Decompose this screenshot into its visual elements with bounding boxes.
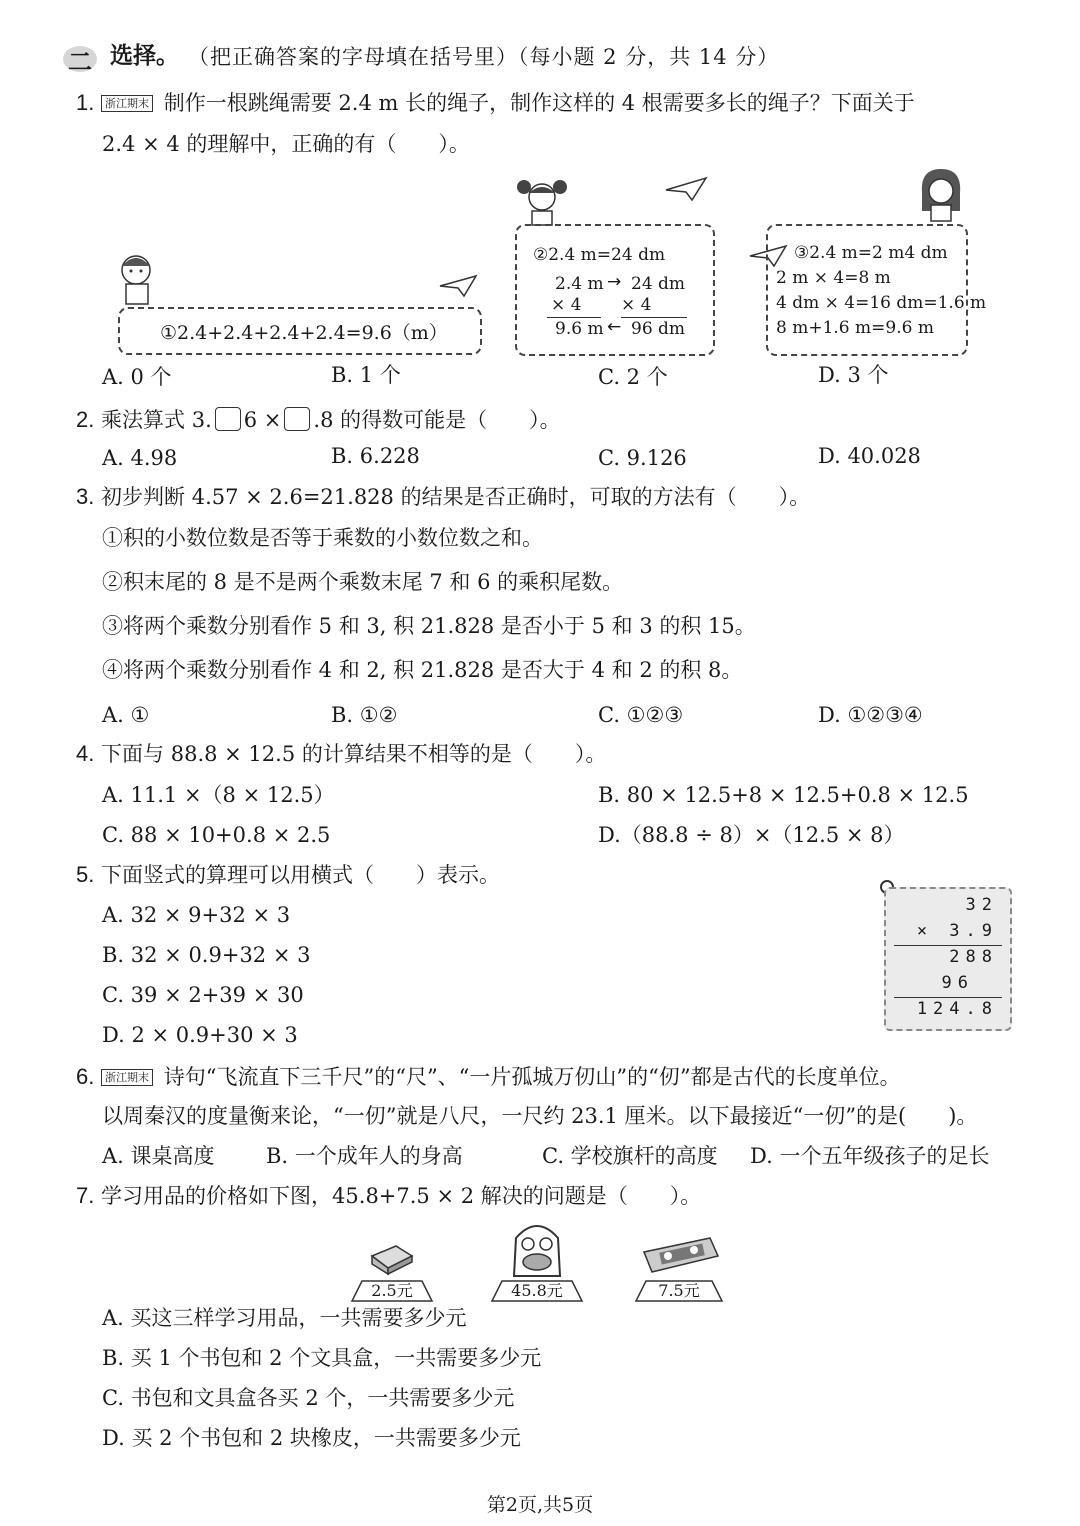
q7-option-a[interactable]: A. 买这三样学习用品，一共需要多少元 xyxy=(102,1306,467,1330)
q1-card3-line3: 4 dm × 4=16 dm=1.6 m xyxy=(776,293,987,313)
girl-long-hair-icon xyxy=(914,165,968,225)
q7-option-c[interactable]: C. 书包和文具盒各买 2 个，一共需要多少元 xyxy=(102,1386,515,1410)
paper-plane-icon xyxy=(438,274,478,298)
pencil-case-icon xyxy=(640,1234,722,1276)
q3-option-d[interactable]: D. ①②③④ xyxy=(818,703,923,727)
q1-card2-l4a: 9.6 m xyxy=(555,319,604,339)
q2-option-c[interactable]: C. 9.126 xyxy=(598,446,687,470)
eraser-icon xyxy=(366,1242,416,1276)
blank-box[interactable] xyxy=(284,407,310,431)
q2-text-a: 乘法算式 3. xyxy=(101,408,212,432)
q6-text-line1 xyxy=(76,1063,901,1091)
blank-box[interactable] xyxy=(215,407,241,431)
q2-option-b[interactable]: B. 6.228 xyxy=(331,444,420,468)
q1-card2-l2b: 24 dm xyxy=(631,274,686,294)
divider xyxy=(894,997,1002,998)
section-instruction: （把正确答案的字母填在括号里）（每小题 2 分，共 14 分） xyxy=(188,45,780,69)
q1-card2-l3a: × 4 xyxy=(551,295,582,315)
q1-card1-text: ①2.4+2.4+2.4+2.4=9.6（m） xyxy=(160,322,448,344)
q4-option-a[interactable]: A. 11.1 ×（8 × 12.5） xyxy=(102,783,335,807)
q2-option-a[interactable]: A. 4.98 xyxy=(102,446,178,470)
q1-card-1 xyxy=(118,307,482,355)
q2-text-b: 6 × xyxy=(243,408,282,432)
q3-option-b[interactable]: B. ①② xyxy=(331,703,398,727)
q4-option-c[interactable]: C. 88 × 10+0.8 × 2.5 xyxy=(102,823,331,847)
q1-card2-l2a: 2.4 m xyxy=(555,274,604,294)
left-arrow-icon: ← xyxy=(607,317,622,337)
right-arrow-icon: → xyxy=(607,272,622,292)
q7-question: 学习用品的价格如下图，45.8+7.5 × 2 解决的问题是（ ）。 xyxy=(101,1184,702,1208)
q1-option-d[interactable]: D. 3 个 xyxy=(818,363,889,387)
q1-card2-line1: ②2.4 m=24 dm xyxy=(533,245,666,265)
q6-number: 6. xyxy=(76,1064,95,1089)
q3-item-3: ③将两个乘数分别看作 5 和 3, 积 21.828 是否小于 5 和 3 的积 15。 xyxy=(102,614,756,638)
q6-option-c[interactable]: C. 学校旗杆的高度 xyxy=(542,1144,718,1168)
q4-number: 4. xyxy=(76,741,95,766)
vertical-row-3: 288 xyxy=(949,947,998,967)
q1-text-line1 xyxy=(76,89,915,117)
q7-number: 7. xyxy=(76,1183,95,1208)
q1-option-a[interactable]: A. 0 个 xyxy=(102,365,172,389)
q1-option-b[interactable]: B. 1 个 xyxy=(331,363,401,387)
q6-tag: 浙江期末 xyxy=(101,1069,153,1086)
girl-icon xyxy=(512,175,572,227)
vertical-multiplication xyxy=(884,887,1012,1031)
q3-option-c[interactable]: C. ①②③ xyxy=(598,703,684,727)
boy-icon xyxy=(112,248,172,308)
q2-option-d[interactable]: D. 40.028 xyxy=(818,444,921,468)
q1-number: 1. xyxy=(76,90,95,115)
q4-question: 下面与 88.8 × 12.5 的计算结果不相等的是（ ）。 xyxy=(101,742,607,766)
vertical-row-2: × 3.9 xyxy=(916,921,998,941)
q1-card-3 xyxy=(766,224,987,356)
price-eraser: 2.5元 xyxy=(371,1281,413,1300)
q5-option-d[interactable]: D. 2 × 0.9+30 × 3 xyxy=(102,1023,298,1047)
vertical-row-1: 32 xyxy=(965,895,998,915)
price-tag-backpack xyxy=(490,1275,584,1303)
q3-item-2: ②积末尾的 8 是不是两个乘数末尾 7 和 6 的乘积尾数。 xyxy=(102,570,624,594)
q6-option-a[interactable]: A. 课桌高度 xyxy=(102,1144,215,1168)
q6-option-d[interactable]: D. 一个五年级孩子的足长 xyxy=(750,1144,990,1168)
divider xyxy=(894,945,1002,946)
section-title: 选择。 xyxy=(110,42,179,69)
q1-card3-line4: 8 m+1.6 m=9.6 m xyxy=(776,318,934,338)
q5-option-a[interactable]: A. 32 × 9+32 × 3 xyxy=(102,903,291,927)
q1-line1: 制作一根跳绳需要 2.4 m 长的绳子，制作这样的 4 根需要多长的绳子？下面关于 xyxy=(163,91,915,115)
page-footer: 第2页,共5页 xyxy=(486,1494,594,1516)
q2-text xyxy=(76,406,561,434)
q6-line1: 诗句“飞流直下三千尺”的“尺”、“一片孤城万仞山”的“仞”都是古代的长度单位。 xyxy=(163,1065,901,1089)
price-pencil-case: 7.5元 xyxy=(658,1281,700,1300)
q3-text xyxy=(76,483,810,511)
q2-number: 2. xyxy=(76,407,95,432)
q6-option-b[interactable]: B. 一个成年人的身高 xyxy=(266,1144,463,1168)
q5-question: 下面竖式的算理可以用横式（ ）表示。 xyxy=(101,863,501,887)
q3-item-1: ①积的小数位数是否等于乘数的小数位数之和。 xyxy=(102,526,543,550)
q3-option-a[interactable]: A. ① xyxy=(102,703,150,727)
price-tag-pencil-case xyxy=(634,1275,724,1303)
q5-text xyxy=(76,861,500,889)
q7-option-b[interactable]: B. 买 1 个书包和 2 个文具盒，一共需要多少元 xyxy=(102,1346,542,1370)
q1-card3-line2: 2 m × 4=8 m xyxy=(776,268,891,288)
section-number-badge xyxy=(62,40,98,76)
q4-option-d[interactable]: D.（88.8 ÷ 8）×（12.5 × 8） xyxy=(598,823,905,847)
q4-option-b[interactable]: B. 80 × 12.5+8 × 12.5+0.8 × 12.5 xyxy=(598,783,969,807)
vertical-row-5: 124.8 xyxy=(916,999,998,1019)
q7-text xyxy=(76,1182,701,1210)
q3-item-4: ④将两个乘数分别看作 4 和 2, 积 21.828 是否大于 4 和 2 的积 8。 xyxy=(102,658,743,682)
backpack-icon xyxy=(502,1218,572,1280)
q6-text-line2: 以周秦汉的度量衡来论，“一仞”就是八尺，一尺约 23.1 厘米。以下最接近“一仞”的是( )。 xyxy=(102,1104,978,1128)
section-number: 二 xyxy=(68,47,92,76)
q4-text xyxy=(76,740,606,768)
q7-option-d[interactable]: D. 买 2 个书包和 2 块橡皮，一共需要多少元 xyxy=(102,1426,521,1450)
q1-card2-l4b: 96 dm xyxy=(631,319,686,339)
q1-option-c[interactable]: C. 2 个 xyxy=(598,365,668,389)
q3-number: 3. xyxy=(76,484,95,509)
paper-plane-icon xyxy=(664,176,708,202)
q1-tag: 浙江期末 xyxy=(101,95,153,112)
q5-option-b[interactable]: B. 32 × 0.9+32 × 3 xyxy=(102,943,311,967)
q3-question: 初步判断 4.57 × 2.6=21.828 的结果是否正确时，可取的方法有（ ）。 xyxy=(101,485,811,509)
vertical-row-4: 96 xyxy=(941,973,974,993)
q5-number: 5. xyxy=(76,862,95,887)
q1-card3-line1: ③2.4 m=2 m4 dm xyxy=(794,243,948,263)
q1-card2-l3b: × 4 xyxy=(621,295,652,315)
price-backpack: 45.8元 xyxy=(511,1281,563,1300)
q5-option-c[interactable]: C. 39 × 2+39 × 30 xyxy=(102,983,304,1007)
q1-card-2 xyxy=(515,224,715,356)
price-tag-eraser xyxy=(350,1275,434,1303)
q2-text-c: .8 的得数可能是（ ）。 xyxy=(313,408,561,432)
q1-text-line2: 2.4 × 4 的理解中，正确的有（ ）。 xyxy=(102,132,470,156)
